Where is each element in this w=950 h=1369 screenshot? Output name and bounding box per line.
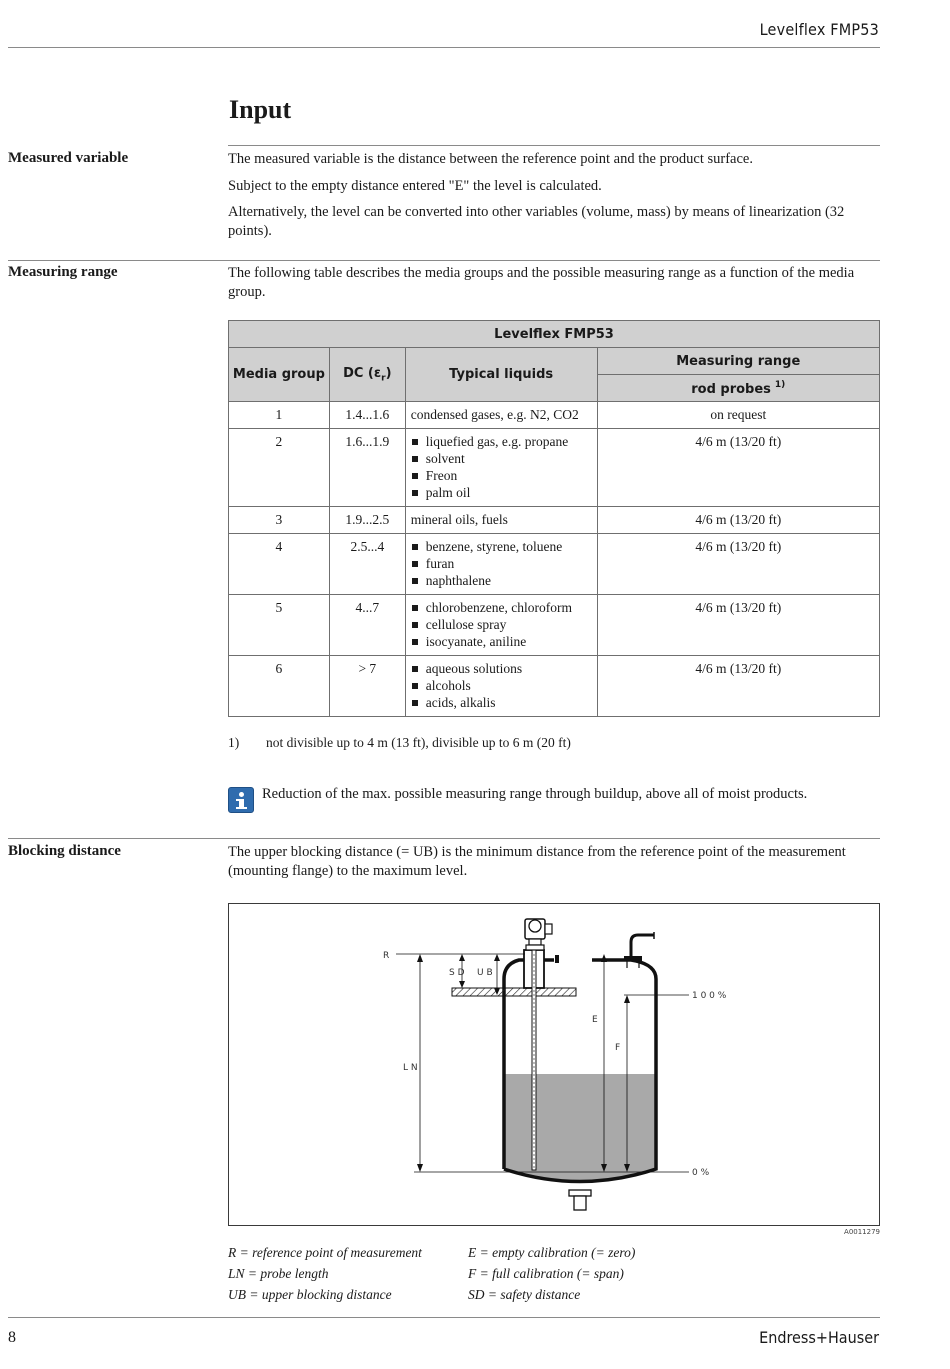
figure-id: A0011279 bbox=[844, 1228, 880, 1236]
cell-measuring-range: 4/6 m (13/20 ft) bbox=[597, 507, 879, 534]
liquid-list-item: furan bbox=[411, 555, 592, 572]
label-100-percent: 1 0 0 % bbox=[692, 991, 727, 1001]
tank-diagram-svg bbox=[229, 904, 879, 1225]
legend-ln: LN = probe length bbox=[228, 1266, 329, 1281]
section-label-measuring-range: Measuring range bbox=[8, 264, 118, 280]
cell-typical-liquids: condensed gases, e.g. N2, CO2 bbox=[405, 402, 597, 429]
measured-variable-p1: The measured variable is the distance between the reference point and the product surface. bbox=[228, 151, 753, 167]
legend-sd: SD = safety distance bbox=[468, 1287, 581, 1302]
brand-name: Endress+Hauser bbox=[759, 1328, 879, 1347]
table-row bbox=[229, 507, 880, 534]
measuring-range-table bbox=[228, 320, 880, 717]
cell-media-group: 1 bbox=[229, 402, 330, 429]
cell-measuring-range: 4/6 m (13/20 ft) bbox=[597, 656, 879, 717]
liquid-list-item: alcohols bbox=[411, 677, 592, 694]
legend-r: R = reference point of measurement bbox=[228, 1245, 422, 1260]
legend-left bbox=[228, 1242, 422, 1305]
measured-variable-p2: Subject to the empty distance entered "E" the level is calculated. bbox=[228, 178, 602, 194]
table-title: Levelflex FMP53 bbox=[229, 321, 880, 348]
section-rule-measured-variable bbox=[228, 145, 880, 146]
liquid-list-item: Freon bbox=[411, 467, 592, 484]
section-label-blocking-distance: Blocking distance bbox=[8, 843, 121, 859]
cell-typical-liquids bbox=[405, 595, 597, 656]
fill-pipe bbox=[631, 935, 654, 956]
cell-measuring-range: 4/6 m (13/20 ft) bbox=[597, 429, 879, 507]
liquid-list-item: isocyanate, aniline bbox=[411, 633, 592, 650]
table-row bbox=[229, 656, 880, 717]
blocking-distance-text: The upper blocking distance (= UB) is the minimum distance from the reference point of the measurement (mounting flange) to the maximum level. bbox=[228, 844, 846, 879]
mounting-flange bbox=[452, 988, 576, 996]
cell-measuring-range: 4/6 m (13/20 ft) bbox=[597, 595, 879, 656]
cell-typical-liquids: mineral oils, fuels bbox=[405, 507, 597, 534]
cell-measuring-range: on request bbox=[597, 402, 879, 429]
label-ln: L N bbox=[403, 1063, 418, 1073]
cell-media-group: 4 bbox=[229, 534, 330, 595]
page-number: 8 bbox=[8, 1329, 16, 1346]
col-header-dc: DC $(\varepsilon_r)$ bbox=[329, 348, 405, 402]
section-rule-measuring-range bbox=[8, 260, 880, 261]
cell-typical-liquids bbox=[405, 429, 597, 507]
table-row bbox=[229, 534, 880, 595]
legend-ub: UB = upper blocking distance bbox=[228, 1287, 392, 1302]
table-row bbox=[229, 429, 880, 507]
table-row bbox=[229, 402, 880, 429]
legend-right bbox=[468, 1242, 635, 1305]
liquid-list-item: solvent bbox=[411, 450, 592, 467]
cell-typical-liquids bbox=[405, 534, 597, 595]
liquid-list-item: liquefied gas, e.g. propane bbox=[411, 433, 592, 450]
bottom-outlet bbox=[569, 1190, 591, 1196]
footer-rule bbox=[8, 1317, 880, 1318]
label-0-percent: 0 % bbox=[692, 1168, 710, 1178]
liquid-list-item: chlorobenzene, chloroform bbox=[411, 599, 592, 616]
measured-variable-p3: Alternatively, the level can be converted into other variables (volume, mass) by means of linearization (32 points). bbox=[228, 204, 845, 239]
cell-dc: 1.9...2.5 bbox=[329, 507, 405, 534]
flange-right-stub bbox=[624, 956, 642, 961]
cell-dc: 2.5...4 bbox=[329, 534, 405, 595]
header-rule bbox=[8, 47, 880, 48]
cell-media-group: 3 bbox=[229, 507, 330, 534]
page-title: Input bbox=[229, 95, 292, 124]
cell-dc: 4...7 bbox=[329, 595, 405, 656]
info-icon bbox=[228, 787, 254, 813]
info-note: Reduction of the max. possible measuring range through buildup, above all of moist products. bbox=[262, 786, 808, 802]
legend-e: E = empty calibration (= zero) bbox=[468, 1245, 636, 1260]
label-ub: U B bbox=[477, 968, 493, 978]
section-rule-blocking-distance bbox=[8, 838, 880, 839]
label-e: E bbox=[592, 1015, 598, 1025]
cell-dc: 1.4...1.6 bbox=[329, 402, 405, 429]
table-body bbox=[229, 402, 880, 717]
liquid-list-item: acids, alkalis bbox=[411, 694, 592, 711]
label-sd: S D bbox=[449, 968, 465, 978]
table-footnote: 1) not divisible up to 4 m (13 ft), divisible up to 6 m (20 ft) bbox=[228, 735, 571, 750]
measuring-range-intro: The following table describes the media groups and the possible measuring range as a function of the media group. bbox=[228, 265, 855, 300]
flange-left-stub bbox=[555, 955, 559, 963]
col-header-rod-probes: rod probes $^{1)}$ bbox=[597, 375, 879, 402]
liquid-list-item: aqueous solutions bbox=[411, 660, 592, 677]
liquid-fill bbox=[504, 1074, 656, 1182]
liquid-list-item: benzene, styrene, toluene bbox=[411, 538, 592, 555]
header-product-name: Levelflex FMP53 bbox=[759, 20, 879, 39]
label-r: R bbox=[383, 951, 390, 961]
cell-dc: 1.6...1.9 bbox=[329, 429, 405, 507]
liquid-list-item: naphthalene bbox=[411, 572, 592, 589]
table-row bbox=[229, 595, 880, 656]
col-header-typical-liquids: Typical liquids bbox=[405, 348, 597, 402]
section-label-measured-variable: Measured variable bbox=[8, 150, 129, 166]
liquid-list-item: palm oil bbox=[411, 484, 592, 501]
col-header-media-group: Media group bbox=[229, 348, 330, 402]
tank-diagram bbox=[228, 903, 880, 1226]
cell-dc: > 7 bbox=[329, 656, 405, 717]
legend-f: F = full calibration (= span) bbox=[468, 1266, 624, 1281]
cell-media-group: 2 bbox=[229, 429, 330, 507]
cell-media-group: 6 bbox=[229, 656, 330, 717]
cell-media-group: 5 bbox=[229, 595, 330, 656]
cell-measuring-range: 4/6 m (13/20 ft) bbox=[597, 534, 879, 595]
cell-typical-liquids bbox=[405, 656, 597, 717]
col-header-measuring-range: Measuring range bbox=[597, 348, 879, 375]
liquid-list-item: cellulose spray bbox=[411, 616, 592, 633]
label-f: F bbox=[615, 1043, 621, 1053]
